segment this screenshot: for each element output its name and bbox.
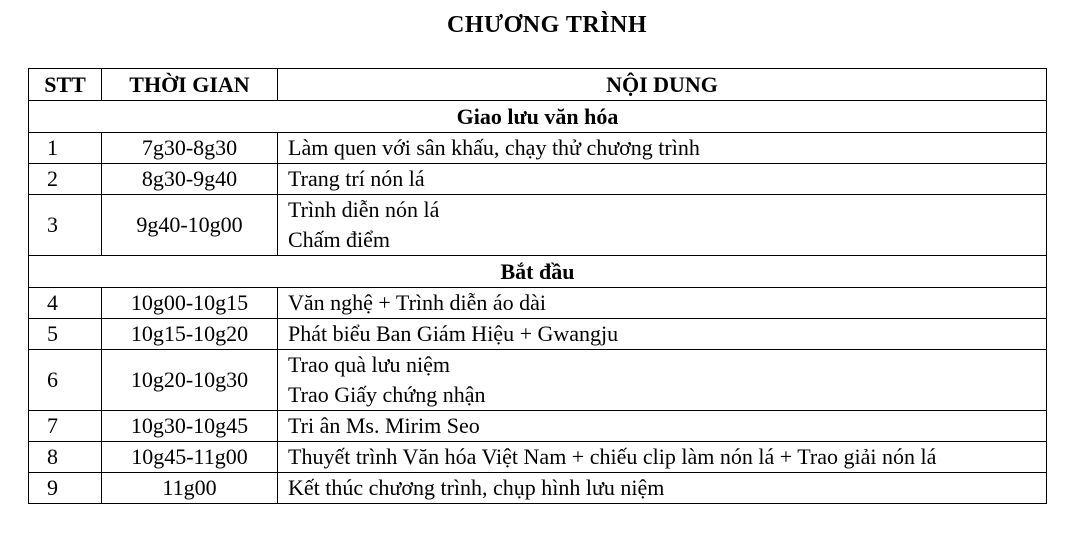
section-heading: Bắt đầu (29, 256, 1047, 288)
row-stt: 3 (29, 195, 102, 256)
content-line: Trao quà lưu niệm (288, 352, 451, 377)
content-line: Làm quen với sân khấu, chạy thử chương trình (288, 135, 700, 160)
row-content (278, 133, 1047, 164)
section-row (29, 256, 1047, 288)
header-time: THỜI GIAN (102, 69, 278, 101)
table-body (29, 101, 1047, 504)
table-row (29, 319, 1047, 350)
row-time: 10g00-10g15 (102, 288, 278, 319)
table-row (29, 442, 1047, 473)
table-row (29, 195, 1047, 256)
schedule-table (28, 68, 1047, 504)
row-stt: 7 (29, 411, 102, 442)
row-time: 10g45-11g00 (102, 442, 278, 473)
section-heading: Giao lưu văn hóa (29, 101, 1047, 133)
header-content: NỘI DUNG (278, 69, 1047, 101)
content-line: Trang trí nón lá (288, 166, 425, 191)
row-content (278, 164, 1047, 195)
row-content (278, 195, 1047, 256)
row-stt: 5 (29, 319, 102, 350)
row-stt: 2 (29, 164, 102, 195)
table-row (29, 133, 1047, 164)
section-row (29, 101, 1047, 133)
page-title: CHƯƠNG TRÌNH (446, 12, 647, 38)
row-stt: 9 (29, 473, 102, 504)
content-line: Tri ân Ms. Mirim Seo (288, 413, 480, 438)
row-time: 8g30-9g40 (102, 164, 278, 195)
row-stt: 4 (29, 288, 102, 319)
row-content (278, 319, 1047, 350)
table-row (29, 350, 1047, 411)
content-line: Chấm điểm (288, 227, 391, 252)
row-time: 10g20-10g30 (102, 350, 278, 411)
row-content (278, 442, 1047, 473)
content-line: Phát biểu Ban Giám Hiệu + Gwangju (288, 321, 619, 346)
table-header (29, 69, 1047, 101)
row-time: 9g40-10g00 (102, 195, 278, 256)
row-content (278, 288, 1047, 319)
row-stt: 6 (29, 350, 102, 411)
table-row (29, 164, 1047, 195)
table-row (29, 473, 1047, 504)
row-content (278, 350, 1047, 411)
row-stt: 1 (29, 133, 102, 164)
row-time: 10g30-10g45 (102, 411, 278, 442)
row-time: 7g30-8g30 (102, 133, 278, 164)
header-row (29, 69, 1047, 101)
header-stt: STT (29, 69, 102, 101)
content-line: Thuyết trình Văn hóa Việt Nam + chiếu clip làm nón lá + Trao giải nón lá (288, 444, 937, 469)
table-row (29, 288, 1047, 319)
content-line: Trình diễn nón lá (288, 197, 440, 222)
row-content (278, 473, 1047, 504)
row-time: 11g00 (102, 473, 278, 504)
row-time: 10g15-10g20 (102, 319, 278, 350)
content-line: Văn nghệ + Trình diễn áo dài (288, 290, 547, 315)
row-stt: 8 (29, 442, 102, 473)
table-row (29, 411, 1047, 442)
row-content (278, 411, 1047, 442)
content-line: Kết thúc chương trình, chụp hình lưu niệm (288, 475, 665, 500)
content-line: Trao Giấy chứng nhận (288, 382, 486, 407)
